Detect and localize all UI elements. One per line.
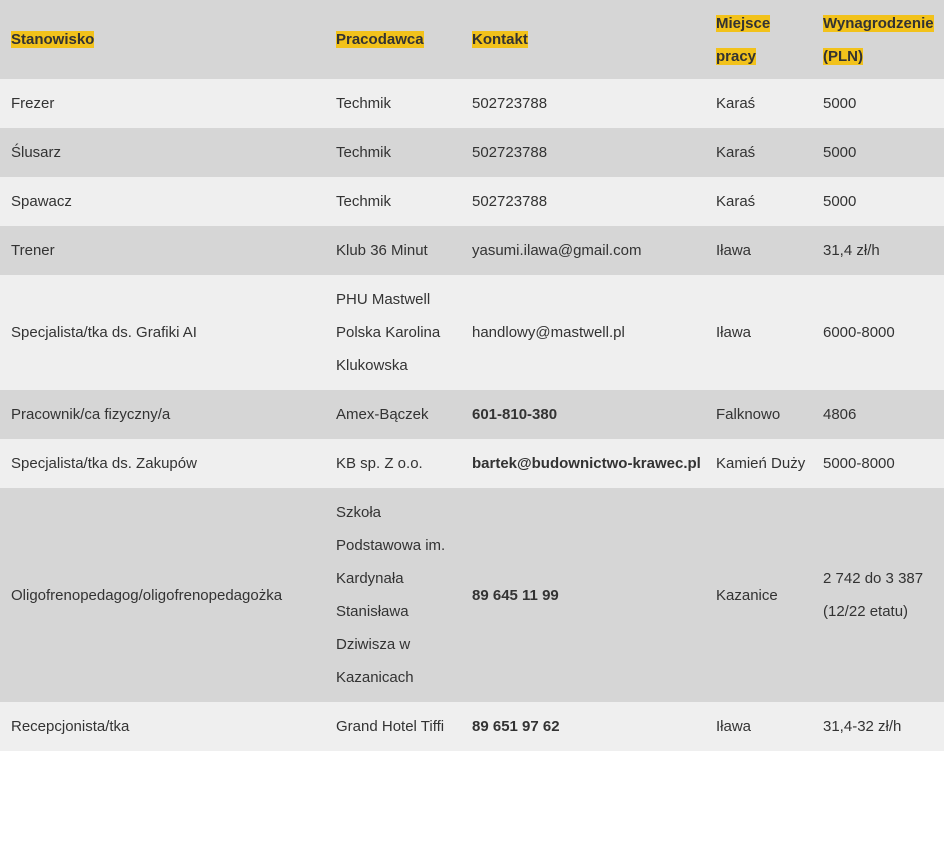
cell-location: Iława — [716, 324, 752, 341]
table-row — [0, 390, 944, 439]
cell-employer: Szkoła Podstawowa im. Kardynała Stanisława Dziwisza w Kazanicach — [336, 504, 446, 686]
table-row — [0, 226, 944, 275]
cell-salary: 6000-8000 — [823, 324, 895, 341]
cell-position: Spawacz — [11, 193, 72, 210]
cell-position: Ślusarz — [11, 144, 62, 161]
cell-position: Recepcjonista/tka — [11, 718, 130, 735]
cell-contact-phone: 89 645 11 99 — [472, 586, 559, 604]
cell-location: Falknowo — [716, 406, 781, 423]
cell-location: Kazanice — [716, 586, 778, 604]
column-header-label: Wynagrodzenie (PLN) — [823, 14, 934, 65]
cell-salary: 31,4 zł/h — [823, 242, 880, 259]
cell-position: Oligofrenopedagog/oligofrenopedagożka — [11, 586, 283, 604]
column-header-employer — [325, 0, 461, 79]
cell-salary: 5000 — [823, 95, 857, 112]
cell-contact-phone: 601-810-380 — [472, 406, 558, 423]
column-header-contact — [461, 0, 705, 79]
cell-contact: 502723788 — [472, 144, 548, 161]
cell-contact-email-link[interactable]: bartek@budownictwo-krawec.pl — [472, 455, 701, 472]
table-row — [0, 275, 944, 390]
cell-employer: Techmik — [336, 144, 392, 161]
cell-position: Frezer — [11, 95, 55, 112]
cell-contact-email-link[interactable]: handlowy@mastwell.pl — [472, 324, 625, 341]
table-row — [0, 79, 944, 128]
cell-employer: KB sp. Z o.o. — [336, 455, 423, 472]
table-row — [0, 128, 944, 177]
cell-employer: PHU Mastwell Polska Karolina Klukowska — [336, 291, 441, 374]
header-row — [0, 0, 944, 79]
cell-location: Iława — [716, 718, 752, 735]
cell-employer: Techmik — [336, 193, 392, 210]
cell-location: Kamień Duży — [716, 455, 806, 472]
cell-position: Pracownik/ca fizyczny/a — [11, 406, 171, 423]
cell-employer: Grand Hotel Tiffi — [336, 718, 445, 735]
table-row — [0, 702, 944, 751]
cell-employer: Amex-Bączek — [336, 406, 429, 423]
column-header-location — [705, 0, 812, 79]
cell-contact: 502723788 — [472, 95, 548, 112]
cell-location: Karaś — [716, 144, 756, 161]
cell-salary: 4806 — [823, 406, 857, 423]
table-row — [0, 177, 944, 226]
cell-position: Trener — [11, 242, 55, 259]
cell-location: Karaś — [716, 193, 756, 210]
cell-location: Karaś — [716, 95, 756, 112]
cell-position: Specjalista/tka ds. Grafiki AI — [11, 324, 197, 341]
cell-contact: 502723788 — [472, 193, 548, 210]
table-header — [0, 0, 944, 79]
cell-salary: 2 742 do 3 387 (12/22 etatu) — [823, 570, 924, 620]
column-header-label: Stanowisko — [11, 31, 95, 48]
cell-employer: Klub 36 Minut — [336, 242, 428, 259]
cell-salary: 31,4-32 zł/h — [823, 718, 902, 735]
cell-employer: Techmik — [336, 95, 392, 112]
cell-contact-phone: 89 651 97 62 — [472, 718, 560, 735]
cell-salary: 5000 — [823, 193, 857, 210]
column-header-label: Pracodawca — [336, 31, 424, 48]
column-header-label: Kontakt — [472, 31, 528, 48]
table-row — [0, 488, 944, 702]
cell-location: Iława — [716, 242, 752, 259]
table-body — [0, 79, 944, 751]
table-row — [0, 439, 944, 488]
cell-contact-email-link[interactable]: yasumi.ilawa@gmail.com — [472, 242, 642, 259]
column-header-label: Miejsce pracy — [716, 14, 771, 65]
cell-salary: 5000 — [823, 144, 857, 161]
cell-salary: 5000-8000 — [823, 455, 895, 472]
cell-position: Specjalista/tka ds. Zakupów — [11, 455, 197, 472]
column-header-position — [0, 0, 325, 79]
column-header-salary — [812, 0, 944, 79]
